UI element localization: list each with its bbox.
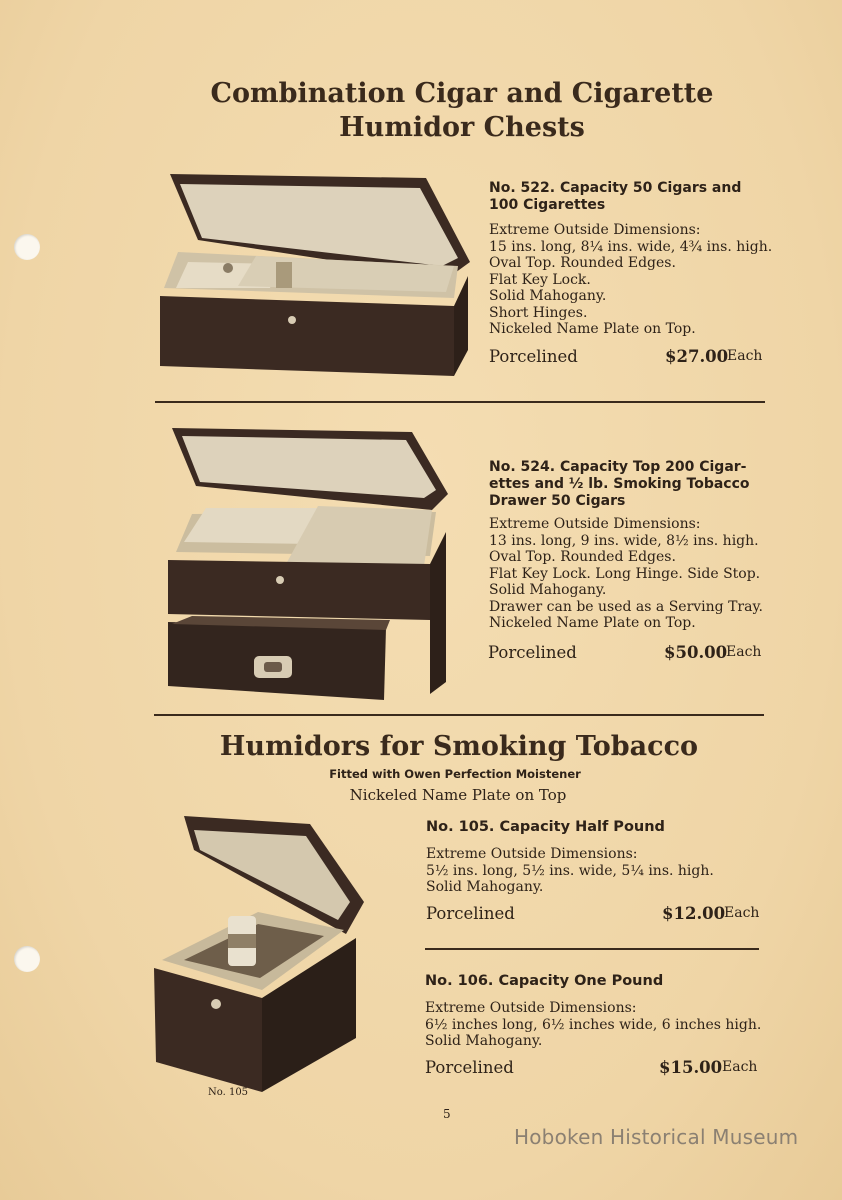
product-106-line: Extreme Outside Dimensions: [425, 1000, 637, 1016]
product-524-heading: No. 524. Capacity Top 200 Cigar- ettes and ½ lb. Smoking Tobacco Drawer 50 Cigars [489, 459, 750, 509]
product-524-details [489, 459, 763, 632]
divider-rule-1 [155, 401, 765, 403]
product-522-finish: Porcelined [489, 347, 578, 366]
product-105-price-row [426, 904, 766, 926]
page-number: 5 [443, 1107, 451, 1121]
binder-hole-bottom [14, 946, 40, 972]
product-524-finish: Porcelined [488, 643, 577, 662]
product-522-price: $27.00 [665, 347, 729, 366]
product-105-heading: No. 105. Capacity Half Pound [426, 819, 665, 835]
divider-rule-2 [154, 714, 764, 716]
product-522-line: Flat Key Lock. [489, 271, 591, 288]
product-524-price-row [488, 643, 768, 665]
product-524-line: Extreme Outside Dimensions: [489, 516, 701, 532]
section-subtitle: Fitted with Owen Perfection Moistener [329, 767, 581, 781]
product-106-price-row [425, 1058, 765, 1080]
product-105-details [426, 819, 714, 896]
product-524-line: 13 ins. long, 9 ins. wide, 8½ ins. high. [489, 532, 759, 549]
product-106-unit: Each [722, 1059, 758, 1075]
section-title: Humidors for Smoking Tobacco [219, 731, 699, 762]
product-522-line: Extreme Outside Dimensions: [489, 222, 701, 238]
product-524-line: Nickeled Name Plate on Top. [489, 615, 696, 631]
product-524-line: Flat Key Lock. Long Hinge. Side Stop. [489, 565, 761, 582]
product-522-line: 15 ins. long, 8¼ ins. wide, 4¾ ins. high. [489, 238, 773, 255]
product-106-finish: Porcelined [425, 1058, 514, 1077]
product-106-heading: No. 106. Capacity One Pound [425, 973, 664, 989]
illustration-caption: No. 105 [208, 1087, 249, 1098]
product-105-price: $12.00 [662, 904, 726, 923]
section-subtitle-nameplate: Nickeled Name Plate on Top [349, 786, 567, 804]
product-522-line: Solid Mahogany. [489, 288, 607, 304]
humidor-524-illustration [162, 424, 452, 702]
divider-rule-3 [425, 948, 759, 950]
product-522-details [489, 180, 772, 338]
product-105-line: Extreme Outside Dimensions: [426, 846, 638, 862]
product-522-line: Nickeled Name Plate on Top. [489, 321, 696, 337]
binder-hole-top [14, 234, 40, 260]
product-522-unit: Each [727, 348, 763, 364]
product-105-line: 5½ ins. long, 5½ ins. wide, 5¼ ins. high. [426, 862, 714, 879]
product-105-line: Solid Mahogany. [426, 879, 544, 895]
product-106-line: 6½ inches long, 6½ inches wide, 6 inches high. [425, 1016, 762, 1033]
product-522-heading: No. 522. Capacity 50 Cigars and 100 Cigarettes [489, 180, 742, 213]
museum-watermark: Hoboken Historical Museum [514, 1125, 799, 1149]
page-title-line2: Humidor Chests [339, 112, 585, 143]
humidor-522-illustration [158, 170, 473, 382]
page-title-line1: Combination Cigar and Cigarette [210, 78, 714, 109]
product-106-price: $15.00 [659, 1058, 723, 1077]
product-522-line: Oval Top. Rounded Edges. [489, 255, 676, 271]
product-105-finish: Porcelined [426, 904, 515, 923]
product-106-details [425, 973, 761, 1050]
humidor-105-illustration [150, 810, 368, 1094]
product-522-price-row [489, 347, 769, 369]
product-524-price: $50.00 [664, 643, 728, 662]
product-522-line: Short Hinges. [489, 304, 588, 321]
product-524-line: Drawer can be used as a Serving Tray. [489, 598, 763, 615]
product-524-line: Oval Top. Rounded Edges. [489, 549, 676, 565]
product-524-unit: Each [726, 644, 762, 660]
product-524-line: Solid Mahogany. [489, 582, 607, 598]
product-105-unit: Each [724, 905, 760, 921]
product-106-line: Solid Mahogany. [425, 1033, 543, 1049]
